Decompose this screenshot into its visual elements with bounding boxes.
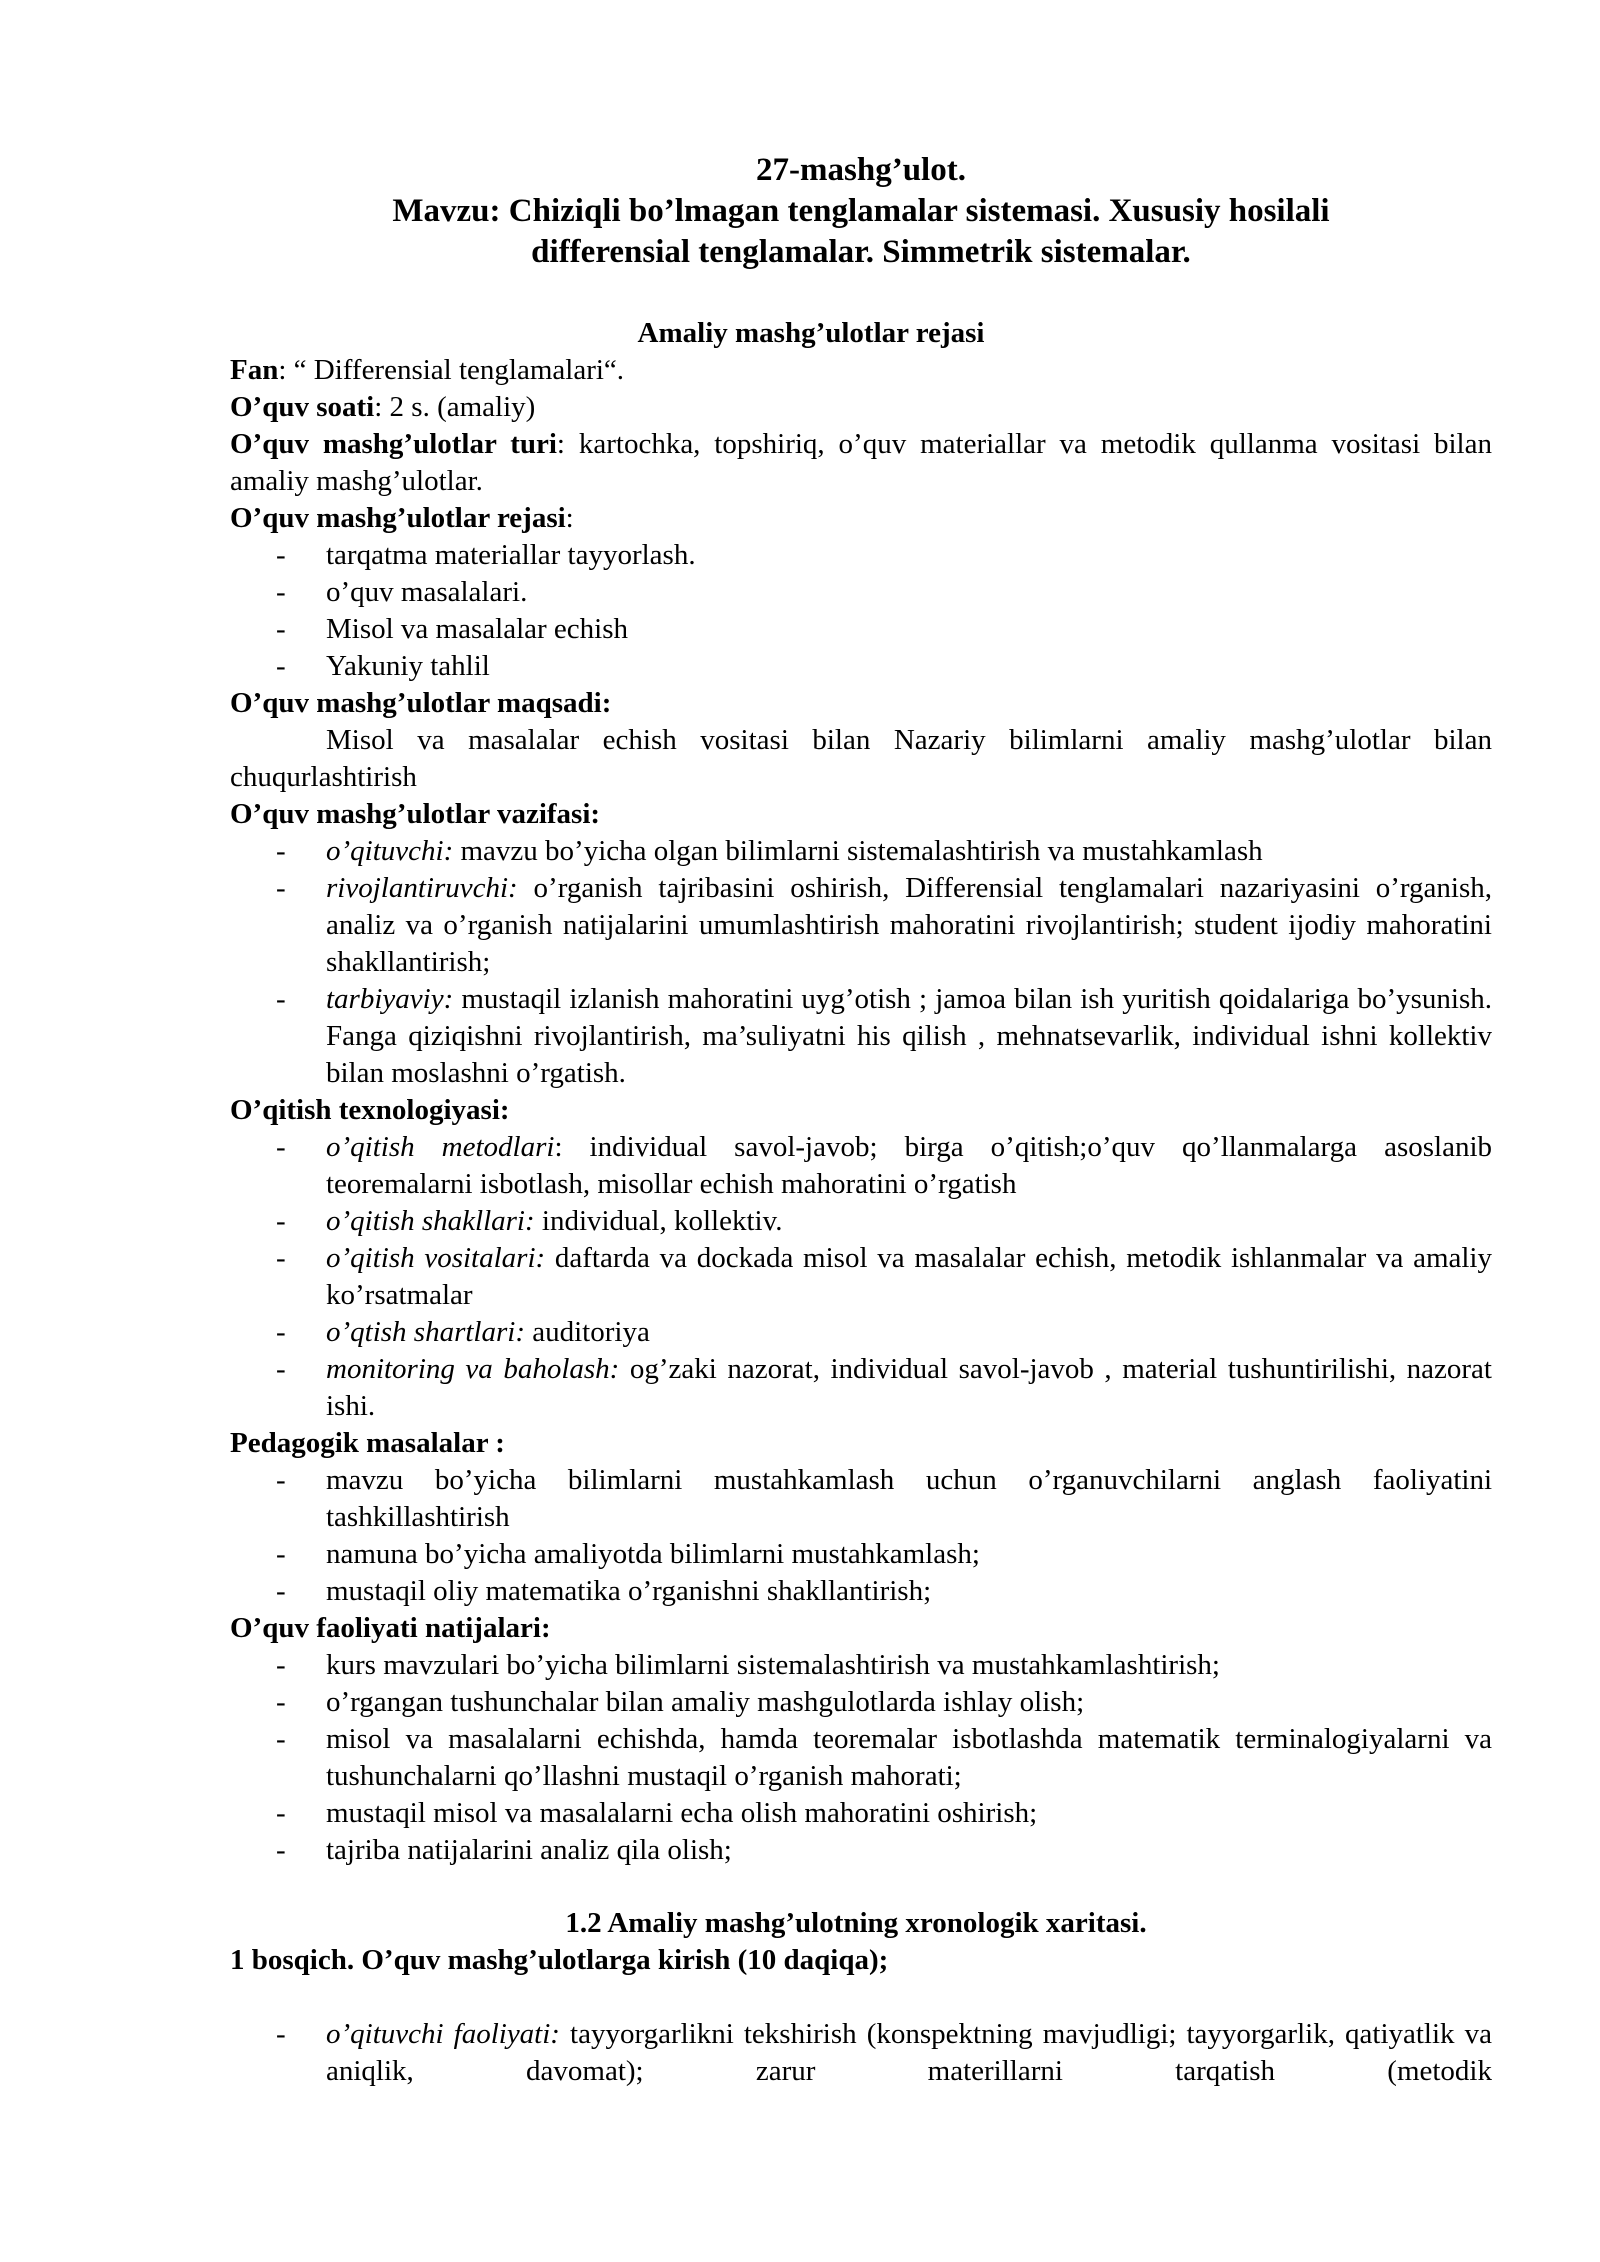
- maqsadi-heading: O’quv mashg’ulotlar maqsadi:: [230, 687, 612, 719]
- item-text: individual, kollektiv.: [534, 1205, 783, 1237]
- list-item: [326, 981, 1492, 1092]
- document-title: [295, 150, 1427, 273]
- document-page: [230, 150, 1492, 2090]
- list-item: - Yakuniy tahlil: [326, 648, 1492, 685]
- list-item: [326, 870, 1492, 981]
- item-text: og’zaki nazorat, individual savol-javob , material tushuntirilishi, nazorat ishi.: [326, 1353, 1492, 1422]
- list-item: [326, 1129, 1492, 1203]
- item-term: o’qituvchi faoliyati:: [326, 2018, 560, 2050]
- item-term: o’qitish vositalari:: [326, 1242, 546, 1274]
- list-item: - mustaqil misol va masalalarni echa olish mahoratini oshirish;: [326, 1795, 1492, 1832]
- plan-heading: Amaliy mashg’ulotlar rejasi: [637, 317, 985, 349]
- spacer: [230, 1979, 1492, 2016]
- natijalari-list: [230, 1647, 1492, 1869]
- list-item: [326, 1351, 1492, 1425]
- soat-label: O’quv soati: [230, 391, 375, 423]
- list-item: - mustaqil oliy matematika o’rganishni shakllantirish;: [326, 1573, 1492, 1610]
- list-item: - tarqatma materiallar tayyorlash.: [326, 537, 1492, 574]
- list-item: [326, 1314, 1492, 1351]
- list-item: - tajriba natijalarini analiz qila olish;: [326, 1832, 1492, 1869]
- list-item: - o’rgangan tushunchalar bilan amaliy mashgulotlarda ishlay olish;: [326, 1684, 1492, 1721]
- item-text: mustaqil izlanish mahoratini uyg’otish ; jamoa bilan ish yuritish qoidalariga bo’ysunish. Fanga qiziqishni rivojlantirish, ma’suliyatni his qilish , mehnatsevarlik, individual ishni kollektiv bilan moslashni o’rgatish.: [326, 983, 1492, 1089]
- rejasi-suffix: :: [565, 502, 574, 534]
- item-term: o’qitish shakllari:: [326, 1205, 535, 1237]
- xronologik-list: [230, 2016, 1492, 2090]
- title-line-1: 27-mashg’ulot.: [756, 152, 966, 188]
- vazifasi-heading: O’quv mashg’ulotlar vazifasi:: [230, 798, 601, 830]
- texnologiyasi-heading: O’qitish texnologiyasi:: [230, 1094, 510, 1126]
- item-text: auditoriya: [525, 1316, 650, 1348]
- fan-value: : “ Differensial tenglamalari“.: [278, 354, 625, 386]
- rejasi-list: [230, 537, 1492, 685]
- maqsadi-text: Misol va masalalar echish vositasi bilan Nazariy bilimlarni amaliy mashg’ulotlar bilan chuqurlashtirish: [230, 724, 1492, 793]
- item-term: tarbiyaviy:: [326, 983, 454, 1015]
- item-text: daftarda va dockada misol va masalalar echish, metodik ishlanmalar va amaliy ko’rsatmalar: [326, 1242, 1492, 1311]
- list-item: [326, 2016, 1492, 2090]
- item-text: : individual savol-javob; birga o’qitish;o’quv qo’llanmalarga asoslanib teoremalarni isbotlash, misollar echish mahoratini o’rgatish: [326, 1131, 1493, 1200]
- item-text: o’rganish tajribasini oshirish, Differensial tenglamalari nazariyasini o’rganish, analiz va o’rganish natijalarini umumlashtirish mahoratini rivojlantirish; student ijodiy mahoratini shakllantirish;: [326, 872, 1492, 978]
- item-term: monitoring va baholash:: [326, 1353, 620, 1385]
- list-item: [326, 833, 1492, 870]
- list-item: - o’quv masalalari.: [326, 574, 1492, 611]
- soat-value: : 2 s. (amaliy): [374, 391, 536, 423]
- fan-label: Fan: [230, 354, 279, 386]
- list-item: - misol va masalalarni echishda, hamda teoremalar isbotlashda matematik terminalogiyalarni va tushunchalarni qo’llashni mustaqil o’rganish mahorati;: [326, 1721, 1492, 1795]
- vazifasi-list: [230, 833, 1492, 1092]
- natijalari-heading: O’quv faoliyati natijalari:: [230, 1612, 551, 1644]
- texnologiyasi-list: [230, 1129, 1492, 1425]
- item-text: mavzu bo’yicha olgan bilimlarni sistemalashtirish va mustahkamlash: [453, 835, 1263, 867]
- item-text: tayyorgarlikni tekshirish (konspektning mavjudligi; tayyorgarlik, qatiyatlik va aniqlik, davomat); zarur materillarni tarqatish (metodik: [326, 2018, 1492, 2087]
- stage-heading: 1 bosqich. O’quv mashg’ulotlarga kirish (10 daqiqa);: [230, 1944, 889, 1976]
- fan-line: [230, 352, 1492, 389]
- soat-line: [230, 389, 1492, 426]
- item-term: rivojlantiruvchi:: [326, 872, 518, 904]
- xronologik-heading: 1.2 Amaliy mashg’ulotning xronologik xaritasi.: [565, 1907, 1147, 1939]
- list-item: - Misol va masalalar echish: [326, 611, 1492, 648]
- list-item: - mavzu bo’yicha bilimlarni mustahkamlash uchun o’rganuvchilarni anglash faoliyatini tashkillashtirish: [326, 1462, 1492, 1536]
- pedagogik-heading: Pedagogik masalalar :: [230, 1427, 505, 1459]
- list-item: - kurs mavzulari bo’yicha bilimlarni sistemalashtirish va mustahkamlashtirish;: [326, 1647, 1492, 1684]
- list-item: [326, 1240, 1492, 1314]
- turi-value: : kartochka, topshiriq, o’quv materiallar va metodik qullanma vositasi bilan amaliy mashg’ulotlar.: [230, 428, 1492, 497]
- turi-label: O’quv mashg’ulotlar turi: [230, 428, 557, 460]
- turi-line: [230, 426, 1492, 500]
- list-item: [326, 1203, 1492, 1240]
- list-item: - namuna bo’yicha amaliyotda bilimlarni mustahkamlash;: [326, 1536, 1492, 1573]
- pedagogik-list: [230, 1462, 1492, 1610]
- rejasi-label: O’quv mashg’ulotlar rejasi: [230, 502, 566, 534]
- item-term: o’qtish shartlari:: [326, 1316, 525, 1348]
- rejasi-heading: [230, 500, 1492, 537]
- item-term: o’qituvchi:: [326, 835, 454, 867]
- item-term: o’qitish metodlari: [326, 1131, 555, 1163]
- title-line-3: differensial tenglamalar. Simmetrik sistemalar.: [531, 234, 1191, 270]
- title-line-2: Mavzu: Chiziqli bo’lmagan tenglamalar sistemasi. Xususiy hosilali: [392, 193, 1330, 229]
